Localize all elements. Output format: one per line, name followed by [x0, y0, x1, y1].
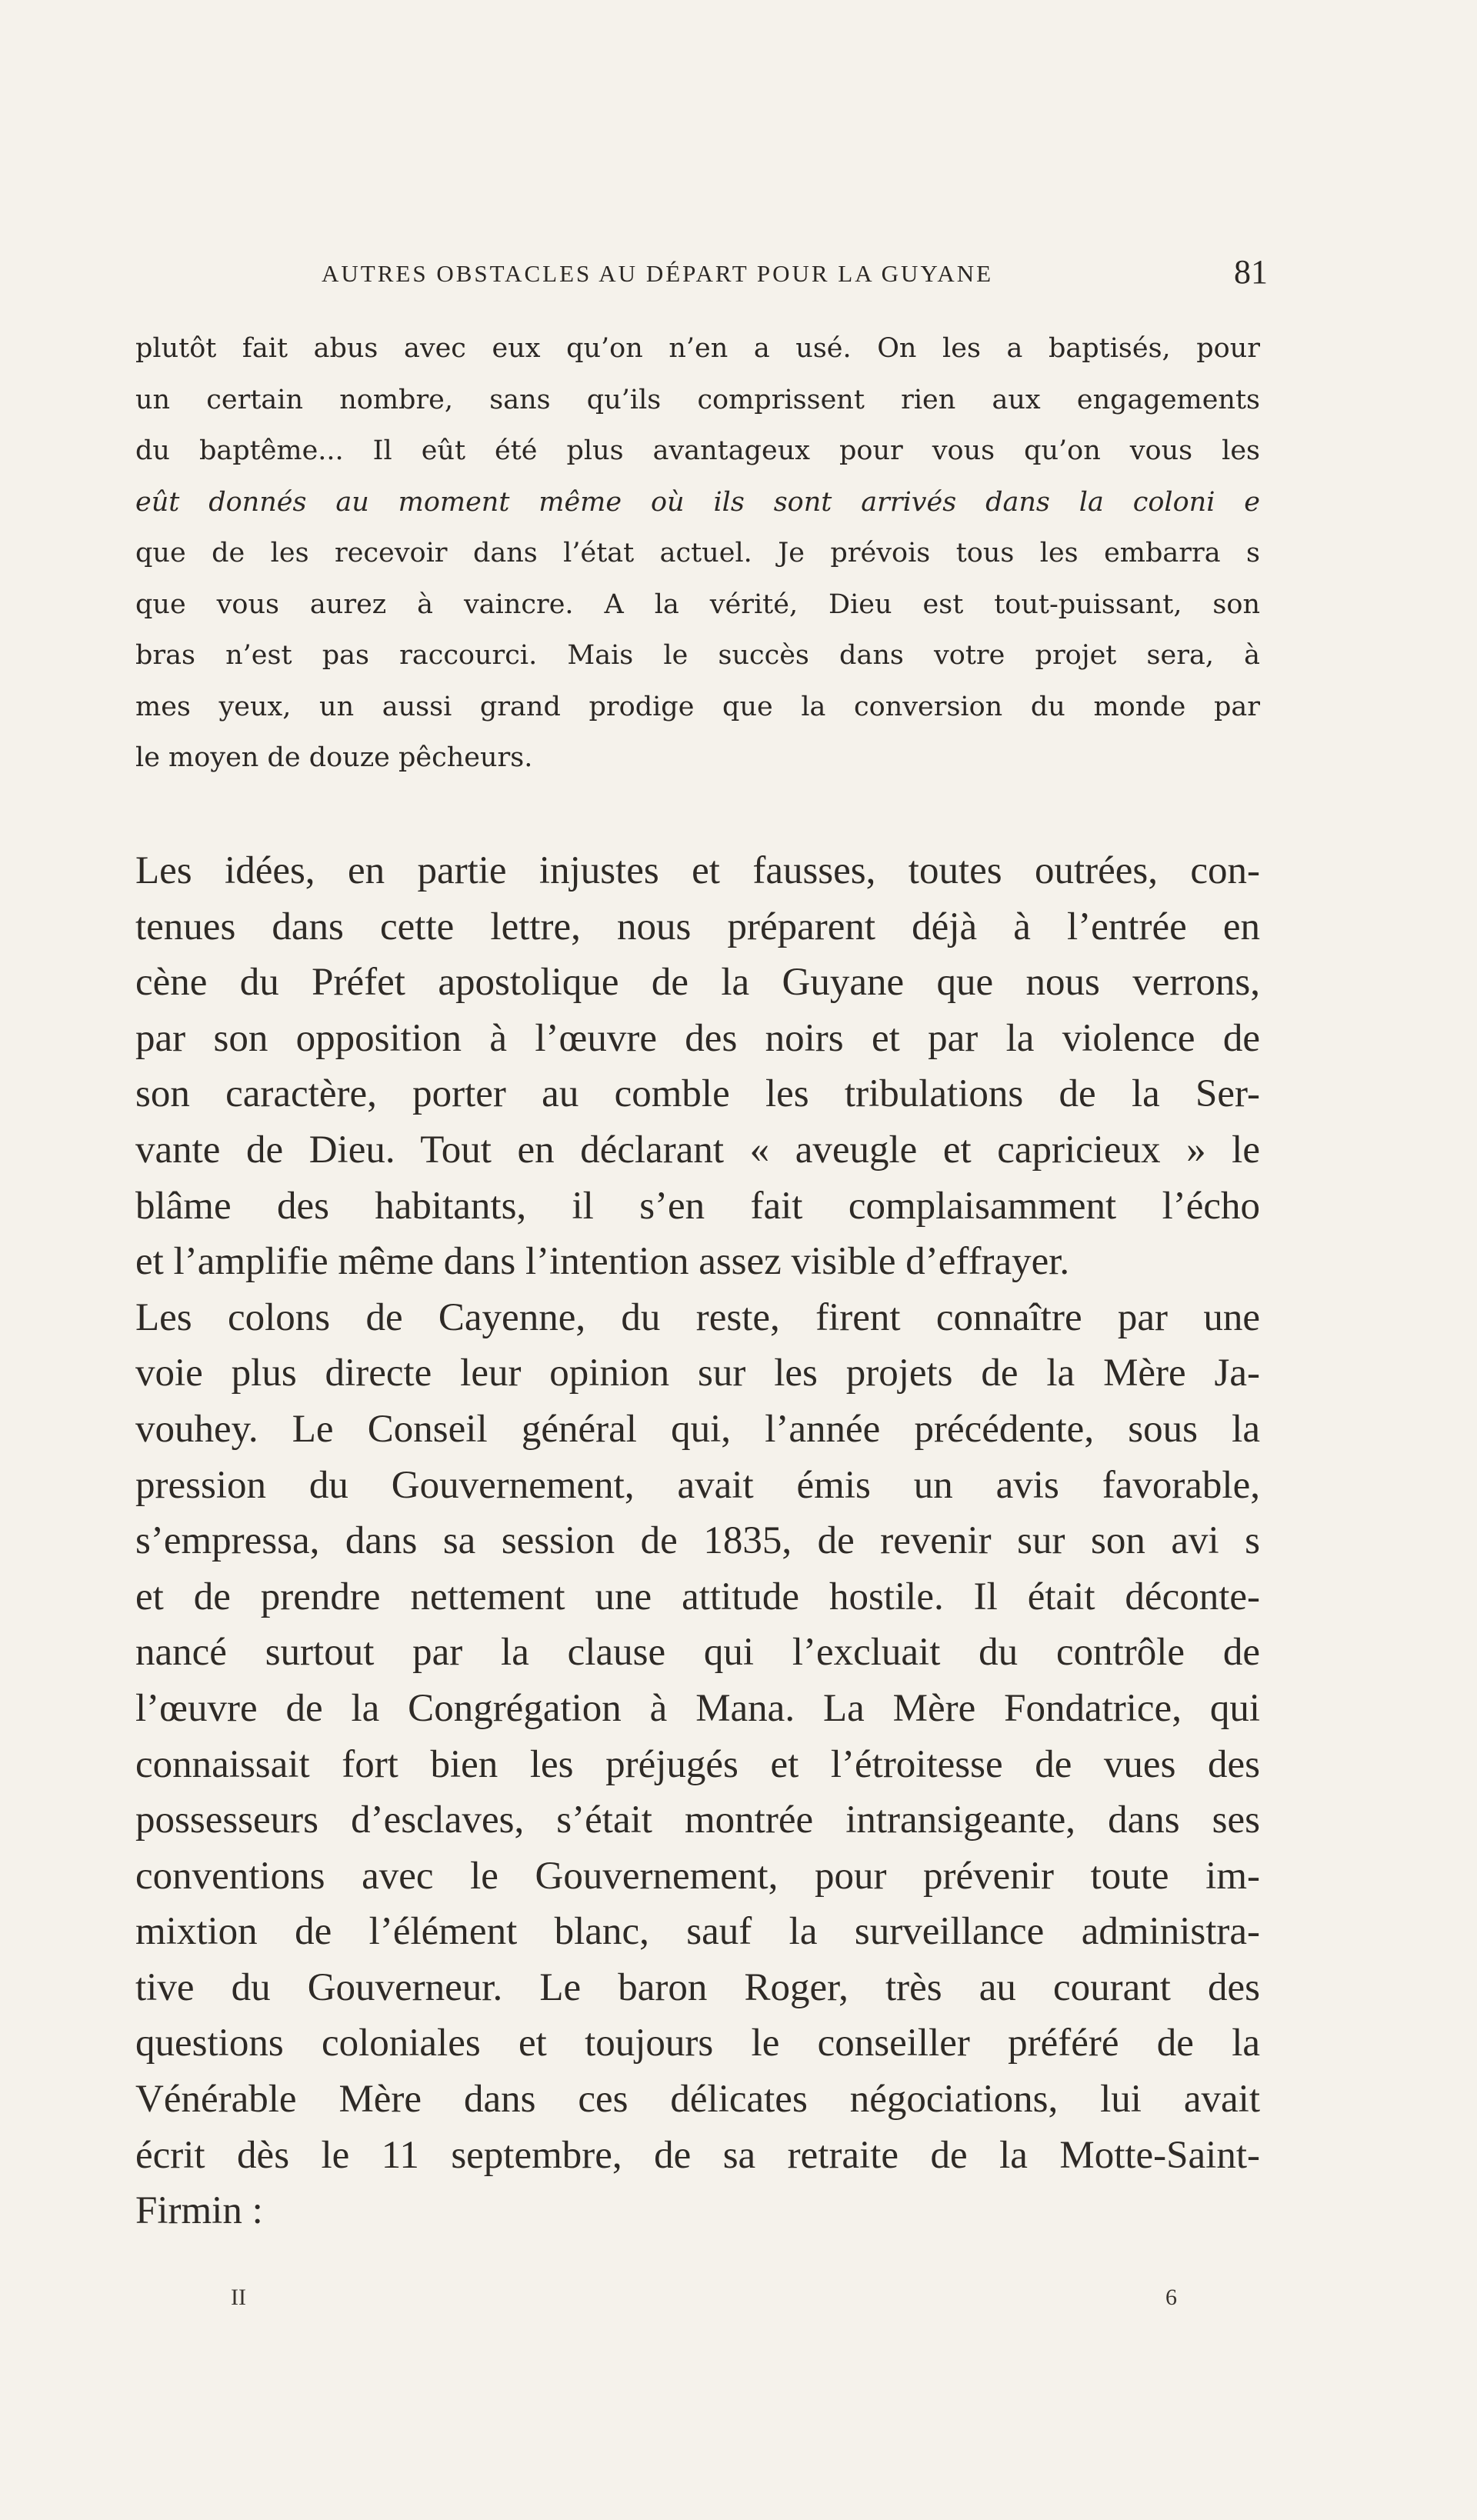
body-line: blâme des habitants, il s’en fait complaisamment l’écho — [135, 1184, 1260, 1228]
running-head — [131, 252, 1268, 298]
body-line: tive du Gouverneur. Le baron Roger, très au courant des — [135, 1965, 1260, 2009]
body-line: cène du Préfet apostolique de la Guyane que nous verrons, — [135, 961, 1260, 1005]
quote-line: un certain nombre, sans qu’ils comprissent rien aux engagements — [135, 384, 1260, 415]
quote-line: plutôt fait abus avec eux qu’on n’en a usé. On les a baptisés, pour — [135, 333, 1260, 364]
quote-line: que vous aurez à vaincre. A la vérité, Dieu est tout-puissant, son — [135, 588, 1260, 620]
body-line: et l’amplifie même dans l’intention assez visible d’effrayer. — [135, 1240, 1070, 1284]
body-line: et de prendre nettement une attitude hostile. Il était déconte- — [135, 1575, 1260, 1618]
body-text — [135, 843, 1260, 2239]
quote-line: bras n’est pas raccourci. Mais le succès dans votre projet sera, à — [135, 640, 1260, 671]
page-number: 81 — [1234, 253, 1268, 291]
quote-line: eût donnés au moment même où ils sont arrivés dans la coloni e — [135, 486, 1260, 518]
quoted-letter — [135, 323, 1260, 784]
body-line: Firmin : — [135, 2189, 263, 2233]
body-line: Les idées, en partie injustes et fausses, toutes outrées, con- — [135, 849, 1260, 892]
quote-line: du baptême... Il eût été plus avantageux pour vous qu’on vous les — [135, 435, 1260, 466]
body-line: nancé surtout par la clause qui l’excluait du contrôle de — [135, 1631, 1260, 1675]
quote-line: que de les recevoir dans l’état actuel. Je prévois tous les embarra s — [135, 538, 1260, 568]
body-line: tenues dans cette lettre, nous préparent déjà à l’entrée en — [135, 905, 1260, 948]
body-line: s’empressa, dans sa session de 1835, de revenir sur son avi s — [135, 1519, 1260, 1563]
body-line: mixtion de l’élément blanc, sauf la surveillance administra- — [135, 1910, 1260, 1954]
body-line: questions coloniales et toujours le conseiller préféré de la — [135, 2022, 1260, 2065]
body-line: conventions avec le Gouvernement, pour prévenir toute im- — [135, 1854, 1260, 1898]
running-title: AUTRES OBSTACLES AU DÉPART POUR LA GUYANE — [322, 260, 994, 287]
page-footer — [231, 2285, 1177, 2323]
body-line: Vénérable Mère dans ces délicates négociations, lui avait — [135, 2078, 1260, 2122]
quote-line: mes yeux, un aussi grand prodige que la conversion du monde par — [135, 691, 1260, 722]
signature-mark: II — [231, 2285, 246, 2310]
body-line: vouhey. Le Conseil général qui, l’année précédente, sous la — [135, 1407, 1260, 1451]
body-line: voie plus directe leur opinion sur les projets de la Mère Ja- — [135, 1352, 1260, 1395]
body-line: Les colons de Cayenne, du reste, firent connaître par une — [135, 1295, 1260, 1339]
body-line: son caractère, porter au comble les tribulations de la Ser- — [135, 1072, 1260, 1116]
body-line: pression du Gouvernement, avait émis un avis favorable, — [135, 1463, 1260, 1507]
sheet-number: 6 — [1165, 2285, 1177, 2310]
body-line: connaissait fort bien les préjugés et l’étroitesse de vues des — [135, 1742, 1260, 1786]
body-line: l’œuvre de la Congrégation à Mana. La Mère Fondatrice, qui — [135, 1686, 1260, 1730]
body-line: vante de Dieu. Tout en déclarant « aveugle et capricieux » le — [135, 1128, 1260, 1172]
quote-line: le moyen de douze pêcheurs. — [135, 742, 533, 773]
body-line: écrit dès le 11 septembre, de sa retraite de la Motte-Saint- — [135, 2133, 1260, 2177]
body-line: par son opposition à l’œuvre des noirs et par la violence de — [135, 1016, 1260, 1060]
body-line: possesseurs d’esclaves, s’était montrée intransigeante, dans ses — [135, 1798, 1260, 1842]
